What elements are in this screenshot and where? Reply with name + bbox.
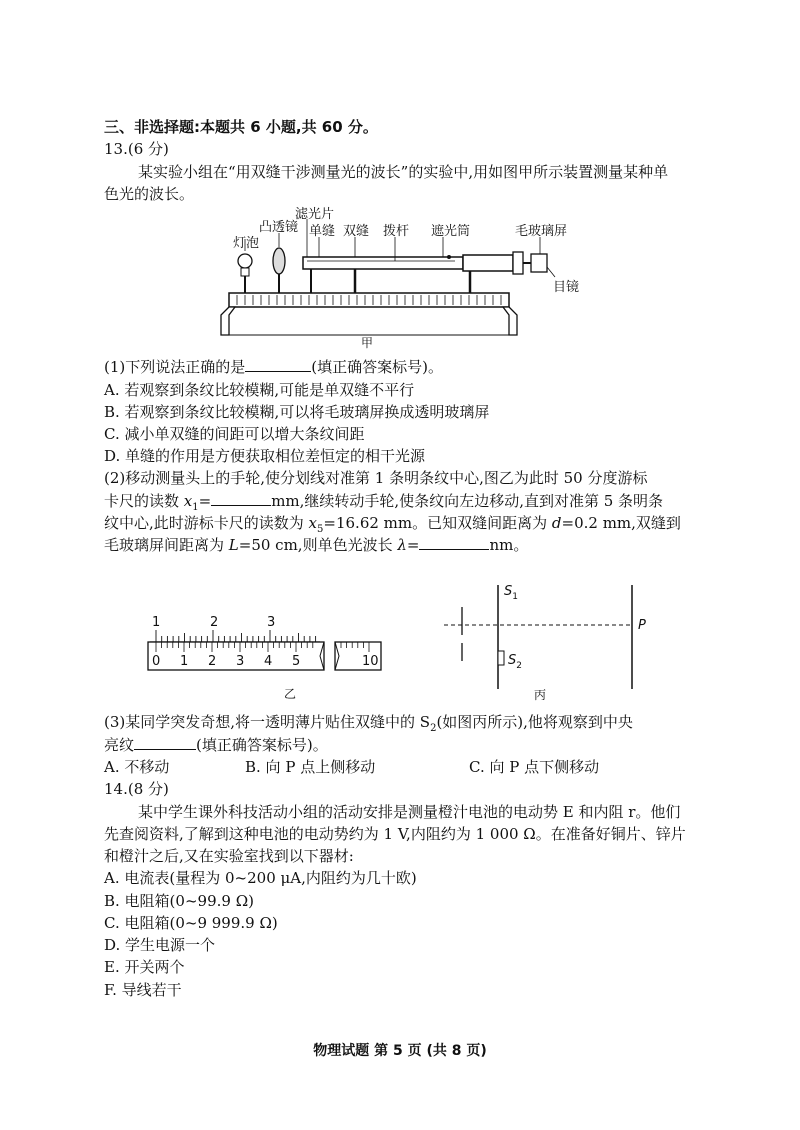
q13-option-b: B. 若观察到条纹比较模糊,可以将毛玻璃屏换成透明玻璃屏	[104, 403, 490, 421]
label-double-slit: 双缝	[343, 224, 370, 239]
answer-blank-x1[interactable]	[211, 491, 271, 506]
q13-part2-line1: (2)移动测量头上的手轮,使分划线对准第 1 条明条纹中心,图乙为此时 50 分度游标	[104, 469, 648, 487]
main-scale-label-2: 2	[210, 615, 219, 630]
q14-item-d: D. 学生电源一个	[104, 936, 216, 954]
vernier-label-0: 0	[152, 654, 161, 669]
vernier-label-1: 1	[180, 654, 189, 669]
caption-bing: 丙	[534, 688, 547, 702]
q13-part2-line3: 纹中心,此时游标卡尺的读数为 $x_5=16.62$ mm。已知双缝间距离为 d=0.2 mm,双缝到	[104, 514, 681, 535]
convex-lens	[273, 248, 285, 293]
light-tube	[303, 252, 547, 293]
figure-jia	[215, 205, 595, 350]
vernier-label-5: 5	[292, 654, 301, 669]
q14-item-e: E. 开关两个	[104, 958, 185, 976]
vernier-label-3: 3	[236, 654, 245, 669]
label-tube: 遮光筒	[431, 224, 471, 239]
label-s1: $S_1$	[504, 584, 518, 602]
label-s2: $S_2$	[508, 653, 522, 671]
label-p: P	[638, 618, 646, 633]
vernier-label-4: 4	[264, 654, 273, 669]
caption-yi: 乙	[284, 687, 297, 701]
q13-part1: (1)下列说法正确的是 (填正确答案标号)。	[104, 358, 443, 376]
figure-bing	[440, 585, 670, 705]
q13-part3-option-a: A. 不移动	[104, 758, 170, 776]
q13-part3-line1: (3)某同学突发奇想,将一透明薄片贴住双缝中的 $S_2$(如图丙所示),他将观察到中央	[104, 713, 633, 734]
lamp	[238, 254, 252, 293]
main-scale-label-1: 1	[152, 615, 161, 630]
answer-blank-3[interactable]	[134, 735, 196, 750]
q13-part3-option-c: C. 向 P 点下侧移动	[469, 758, 600, 776]
label-lens: 凸透镜	[259, 220, 299, 235]
thin-film	[498, 651, 504, 665]
figure-yi	[140, 612, 390, 702]
q13-part3-line2: 亮纹 (填正确答案标号)。	[104, 736, 328, 754]
q14-intro-line2: 先查阅资料,了解到这种电池的电动势约为 1 V,内阻约为 1 000 Ω。在准备好铜片、锌片	[104, 825, 686, 843]
caption-jia: 甲	[361, 336, 374, 350]
label-lever: 拨杆	[383, 224, 410, 239]
vernier-label-10: 10	[362, 654, 379, 669]
label-screen: 毛玻璃屏	[515, 224, 568, 239]
label-eyepiece: 目镜	[553, 280, 580, 295]
section-title: 三、非选择题:本题共 6 小题,共 60 分。	[104, 118, 378, 136]
q14-intro-line1: 某中学生课外科技活动小组的活动安排是测量橙汁电池的电动势 E 和内阻 r。他们	[138, 803, 681, 821]
vernier-label-2: 2	[208, 654, 217, 669]
label-lamp: 灯泡	[233, 236, 260, 251]
q14-item-c: C. 电阻箱(0~9 999.9 Ω)	[104, 914, 278, 932]
answer-blank-1[interactable]	[245, 357, 311, 372]
q14-item-f: F. 导线若干	[104, 981, 182, 999]
q14-intro-line3: 和橙汁之后,又在实验室找到以下器材:	[104, 847, 354, 865]
main-scale-label-3: 3	[267, 615, 276, 630]
q14-header: 14.(8 分)	[104, 780, 169, 798]
page-footer: 物理试题 第 5 页 (共 8 页)	[313, 1043, 487, 1059]
label-filter: 滤光片	[295, 207, 335, 222]
q13-part2-line4: 毛玻璃屏间距离为 L=50 cm,则单色光波长 λ= nm。	[104, 536, 529, 554]
optical-rail	[221, 293, 517, 335]
q13-intro-line2: 色光的波长。	[104, 185, 195, 203]
main-scale-ticks	[156, 630, 316, 642]
q13-intro-line1: 某实验小组在“用双缝干涉测量光的波长”的实验中,用如图甲所示装置测量某种单	[138, 163, 669, 181]
label-single-slit: 单缝	[309, 224, 336, 239]
answer-blank-lambda[interactable]	[419, 535, 489, 550]
q13-part3-option-b: B. 向 P 点上侧移动	[245, 758, 376, 776]
q13-part2-line2: 卡尺的读数 $x_1=$ mm,继续转动手轮,使条纹向左边移动,直到对准第 5 条明条	[104, 492, 664, 513]
q13-option-a: A. 若观察到条纹比较模糊,可能是单双缝不平行	[104, 381, 415, 399]
q13-option-c: C. 减小单双缝的间距可以增大条纹间距	[104, 425, 365, 443]
q13-option-d: D. 单缝的作用是方便获取相位差恒定的相干光源	[104, 447, 426, 465]
q14-item-b: B. 电阻箱(0~99.9 Ω)	[104, 892, 254, 910]
q14-item-a: A. 电流表(量程为 0~200 μA,内阻约为几十欧)	[104, 869, 417, 887]
q13-header: 13.(6 分)	[104, 140, 169, 158]
